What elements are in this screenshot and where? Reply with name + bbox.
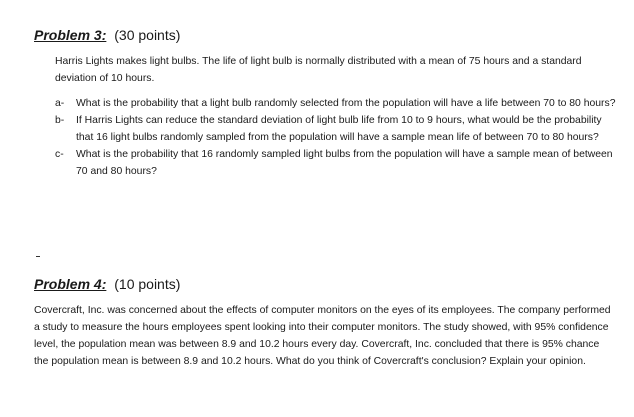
question-item-c <box>55 146 620 180</box>
question-marker-b: b- <box>55 115 65 126</box>
problem-3-points: (30 points) <box>114 27 181 43</box>
question-text-c: What is the probability that 16 randomly sampled light bulbs from the population will have a sample mean of between 70 and 80 hours? <box>76 149 613 177</box>
problem-4-body: Covercraft, Inc. was concerned about the effects of computer monitors on the eyes of its employees. The company performed a study to measure the hours employees spent looking into their computer monitors. The study showed, with 95% confidence level, the population mean was between 8.9 and 10.2 hours every day. Covercraft, Inc. concluded that there is 95% chance the population mean is between 8.9 and 10.2 hours. What do you think of Covercraft's conclusion? Explain your opinion. <box>34 305 611 367</box>
problem-4-label: Problem 4: <box>34 276 107 292</box>
problem-3-heading <box>34 27 180 43</box>
question-marker-a: a- <box>55 98 65 109</box>
question-marker-c: c- <box>55 149 64 160</box>
problem-3-question-list <box>55 95 620 180</box>
question-item-b <box>55 112 620 146</box>
problem-4-heading <box>34 276 180 292</box>
question-item-a <box>55 95 620 112</box>
question-text-a: What is the probability that a light bulb randomly selected from the population will have a life between 70 to 80 hours? <box>76 98 616 109</box>
question-text-b: If Harris Lights can reduce the standard deviation of light bulb life from 10 to 9 hours, what would be the probability that 16 light bulbs randomly sampled from the population will have a sample mean life of between 70 to 80 hours? <box>76 115 602 143</box>
stray-dash-mark <box>36 256 40 257</box>
problem-3-intro: Harris Lights makes light bulbs. The life of light bulb is normally distributed with a mean of 75 hours and a standard deviation of 10 hours. <box>55 56 582 84</box>
problem-4-points: (10 points) <box>114 276 181 292</box>
problem-3-label: Problem 3: <box>34 27 107 43</box>
